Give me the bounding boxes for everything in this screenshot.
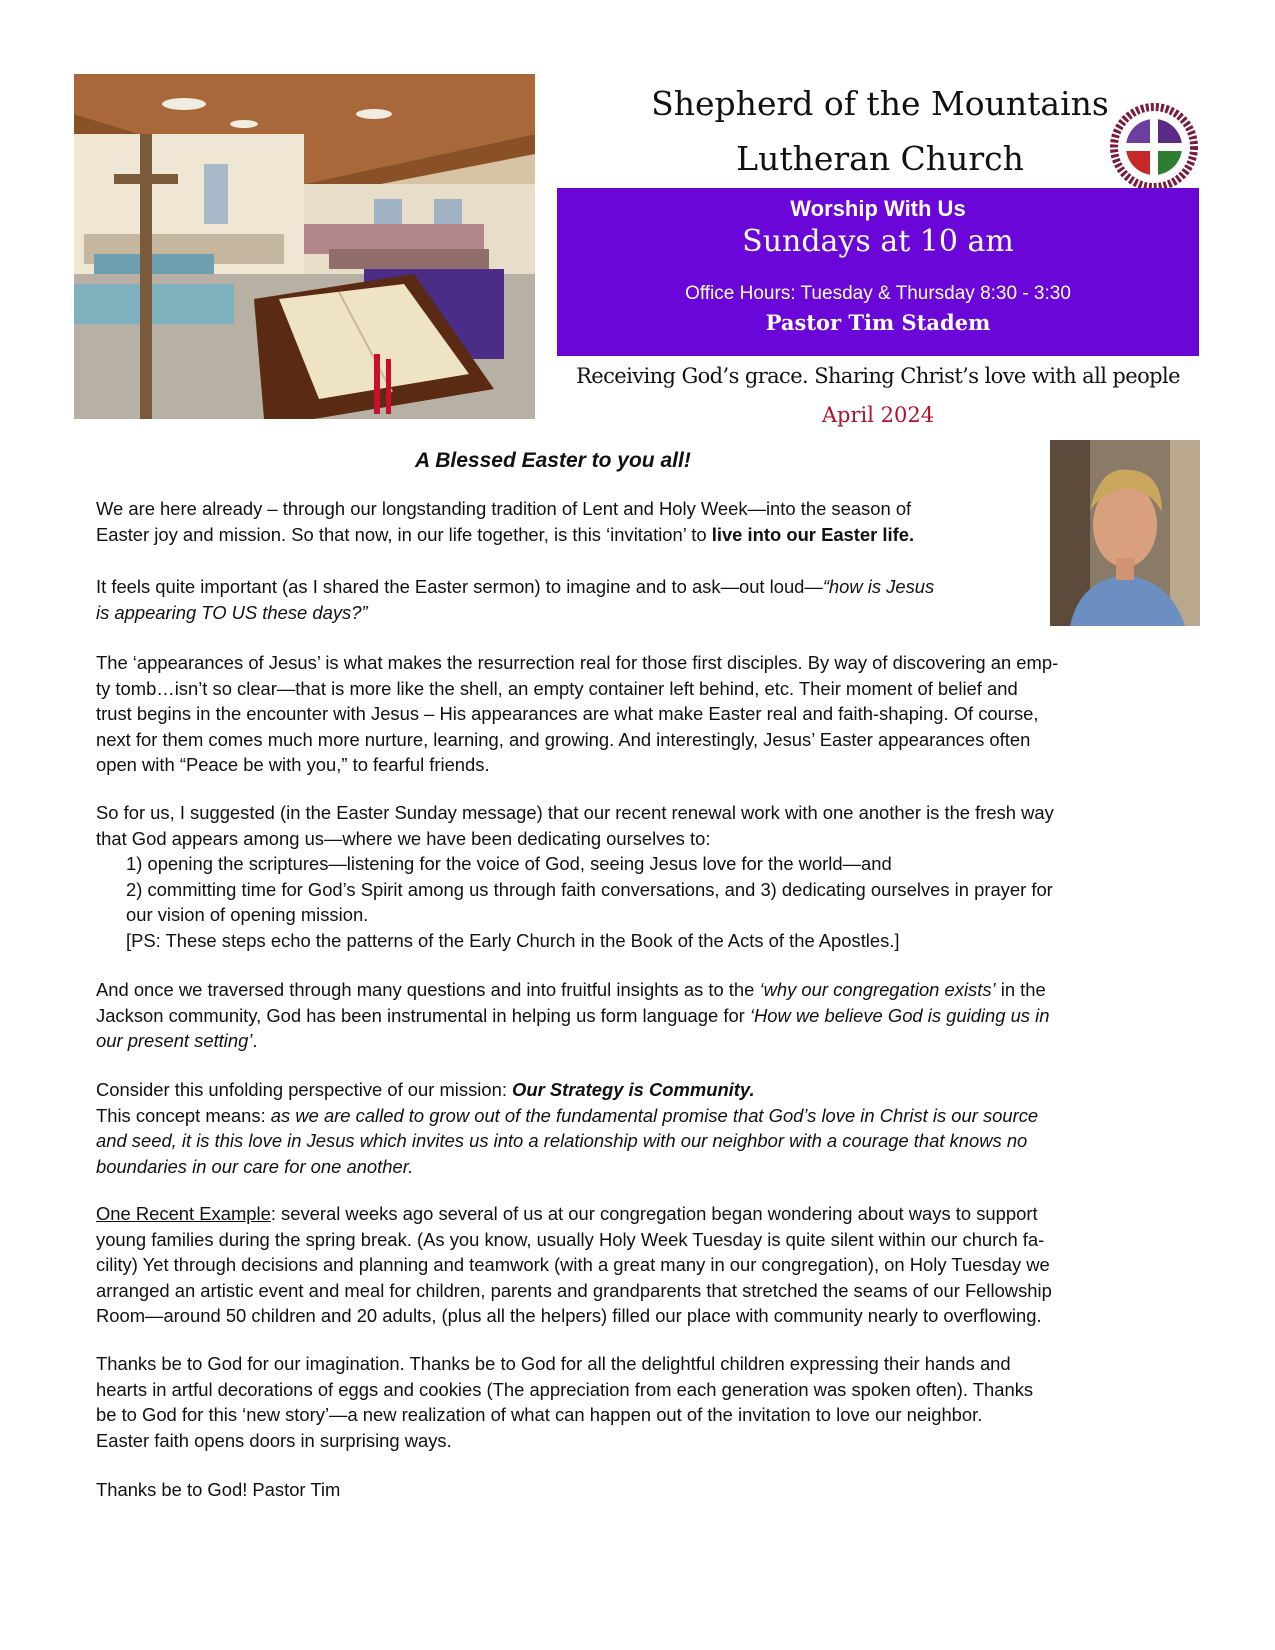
text-italic: as we are called to grow out of the fundamental promise that God’s love in Christ is our source [270,1104,1039,1126]
signoff [96,1477,1191,1503]
text-line: young families during the spring break. (As you know, usually Holy Week Tuesday is quite silent within our church fa- [96,1228,1045,1250]
text-line: The ‘appearances of Jesus’ is what makes the resurrection real for those first disciples. By way of discovering an emp- [96,652,1059,673]
text-span: Easter joy and mission. So that now, in our life together, is this ‘invitation’ to [96,523,712,545]
text-line: Room—around 50 children and 20 adults, (plus all the helpers) filled our place with community nearly to overflowing. [96,1305,1042,1326]
text-line: ty tomb…isn’t so clear—that is more like the shell, an empty container left behind, etc. Their moment of belief and [96,677,1018,699]
text-span: Consider this unfolding perspective of our mission: [96,1079,513,1100]
text-italic: ‘How we believe God is guiding us in [749,1004,1050,1026]
text-line: So for us, I suggested (in the Easter Sunday message) that our recent renewal work with one another is the fresh way [96,802,1054,823]
text-span: This concept means: [96,1104,271,1126]
article-greeting: A Blessed Easter to you all! [415,449,691,472]
text-line: trust begins in the encounter with Jesus – His appearances are what make Easter real and faith-shaping. Of course, [96,703,1039,724]
text-line: that God appears among us—where we have been dedicating ourselves to: [96,827,711,849]
text-line: is appearing TO US these days?” [96,601,368,623]
newsletter-date: April 2024 [821,403,935,427]
text-span: And once we traversed through many questions and into fruitful insights as to the [96,979,760,1000]
text-line: open with “Peace be with you,” to fearful friends. [96,754,490,775]
text-line: Thanks be to God for our imagination. Thanks be to God for all the delightful children expressing their hands and [96,1353,1011,1374]
text-line: hearts in artful decorations of eggs and cookies (The appreciation from each generation was spoken often). Thanks [96,1378,1034,1400]
text-line: cility) Yet through decisions and planning and teamwork (with a great many in our congregation), on Holy Tuesday we [96,1254,1050,1275]
mission-tagline: Receiving God’s grace. Sharing Christ’s love with all people [576,364,1180,388]
paragraph-7 [96,1201,1191,1329]
text-line [96,977,1191,1003]
text-bold-italic: Our Strategy is Community. [512,1079,755,1100]
church-sanctuary-photo [74,74,535,419]
text-line: We are here already – through our longstanding tradition of Lent and Holy Week—into the season of [96,498,912,519]
text-line [96,1003,1191,1029]
text-line [96,1201,1191,1227]
text-line: be to God for this ‘new story’—a new realization of what can happen out of the invitation to love our neighbor. [96,1404,983,1425]
pastor-name: Pastor Tim Stadem [765,310,991,335]
text-line: boundaries in our care for one another. [96,1155,414,1177]
elca-cross-logo [1110,103,1198,191]
paragraph-5 [96,977,1191,1054]
text-line [96,1077,1191,1103]
church-name-line1: Shepherd of the Mountains [651,84,1109,123]
paragraph-4 [96,800,1191,953]
paragraph-6 [96,1077,1191,1179]
text-italic: our present setting’ [96,1030,253,1051]
ps-note: [PS: These steps echo the patterns of the Early Church in the Book of the Acts of the Apostles.] [126,929,900,951]
paragraph-1 [96,496,1191,547]
text-line: next for them comes much more nurture, learning, and growing. And interestingly, Jesus’ Easter appearances often [96,728,1031,750]
text-line: and seed, it is this love in Jesus which invites us into a relationship with our neighbor with a courage that knows no [96,1130,1028,1151]
sanctuary-illustration [74,74,535,419]
text-line [96,1103,1191,1129]
paragraph-2 [96,574,1191,625]
office-hours: Office Hours: Tuesday & Thursday 8:30 - 3:30 [685,283,1071,304]
list-item: 2) committing time for God’s Spirit among us through faith conversations, and 3) dedicating ourselves in prayer for [126,878,1053,900]
text-italic: ‘why our congregation exists’ [759,979,996,1000]
worship-time: Sundays at 10 am [742,224,1014,259]
paragraph-3 [96,650,1191,778]
text-span: in the [995,979,1046,1000]
text-line [96,574,1191,600]
text-line: arranged an artistic event and meal for children, parents and grandparents that stretched the seams of our Fellowship [96,1279,1052,1301]
worship-info-box [557,188,1199,356]
text-line: Easter faith opens doors in surprising ways. [96,1429,452,1451]
church-name [560,76,1200,186]
text-underline: One Recent Example [96,1203,271,1224]
church-name-line2: Lutheran Church [736,139,1024,178]
text-line: Thanks be to God! Pastor Tim [96,1479,341,1500]
list-item: 1) opening the scriptures—listening for the voice of God, seeing Jesus love for the world—and [126,853,892,874]
text-span: : several weeks ago several of us at our congregation began wondering about ways to support [270,1203,1038,1224]
text-span: Jackson community, God has been instrumental in helping us form language for [96,1004,750,1026]
list-item-continuation: our vision of opening mission. [126,904,369,925]
text-span: . [252,1030,258,1051]
text-span: It feels quite important (as I shared the Easter sermon) to imagine and to ask—out loud— [96,576,823,597]
elca-logo-icon [1110,103,1198,191]
text-line [96,1028,1191,1054]
text-line [96,522,1191,548]
text-bold: live into our Easter life. [711,523,915,545]
paragraph-8 [96,1351,1191,1453]
worship-heading: Worship With Us [790,196,966,221]
text-italic: “how is Jesus [822,576,935,597]
